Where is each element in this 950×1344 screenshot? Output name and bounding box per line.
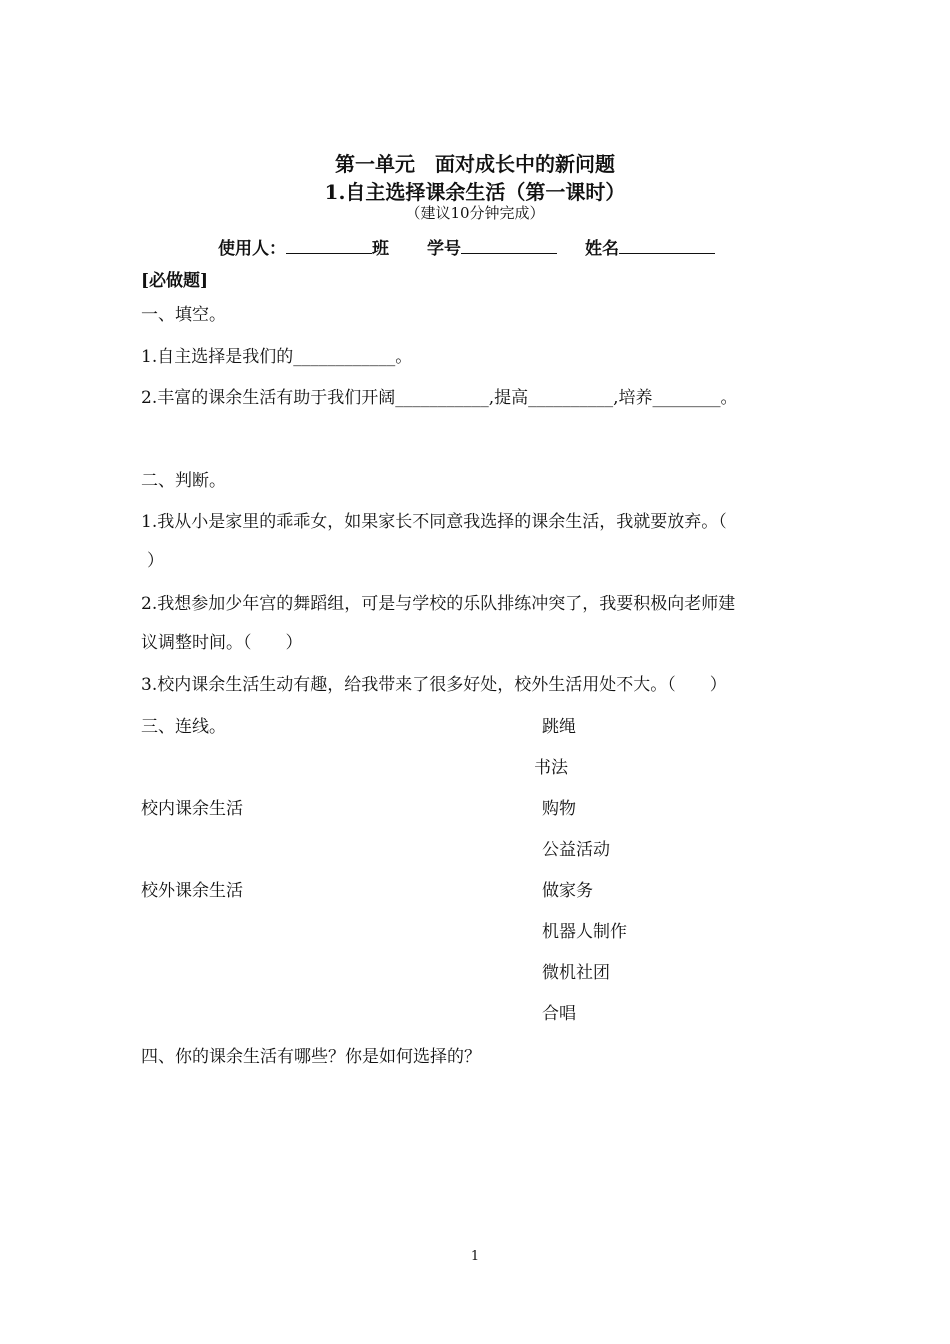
section2-q2-line1: 2.我想参加少年宫的舞蹈组，可是与学校的乐队排练冲突了，我要积极向老师建 — [141, 594, 736, 614]
section3-heading: 三、连线。 — [141, 717, 226, 737]
student-no-blank — [461, 235, 557, 254]
page-number: 1 — [470, 1249, 480, 1264]
required-tag: [必做题] — [141, 271, 209, 291]
right-item: 合唱 — [542, 1004, 576, 1024]
section4-heading: 四、你的课余生活有哪些？你是如何选择的？ — [141, 1047, 481, 1067]
left-item-in-school: 校内课余生活 — [141, 799, 243, 819]
right-item: 跳绳 — [542, 717, 576, 737]
right-item: 购物 — [542, 799, 576, 819]
class-label: 班 — [372, 239, 389, 259]
right-item: 机器人制作 — [542, 922, 627, 942]
user-label: 使用人： — [218, 239, 286, 259]
unit-title: 第一单元 面对成长中的新问题 — [335, 152, 615, 176]
section1-q2: 2.丰富的课余生活有助于我们开阔___________,提高__________,培养________。 — [141, 388, 738, 408]
name-blank — [619, 235, 715, 254]
section1-q1: 1.自主选择是我们的____________。 — [141, 347, 413, 367]
right-item: 微机社团 — [542, 963, 610, 983]
user-blank — [286, 235, 372, 254]
right-item: 书法 — [534, 758, 568, 778]
right-item: 做家务 — [542, 881, 593, 901]
student-no-label: 学号 — [427, 239, 461, 259]
name-label: 姓名 — [585, 239, 619, 259]
section2-q1-line1: 1.我从小是家里的乖乖女，如果家长不同意我选择的课余生活，我就要放弃。（ — [141, 512, 727, 532]
right-item: 公益活动 — [542, 840, 610, 860]
section1-heading: 一、填空。 — [141, 305, 226, 325]
section2-q1-line2: ） — [147, 551, 164, 571]
section2-q3: 3.校内课余生活生动有趣，给我带来了很多好处，校外生活用处不大。（ ） — [141, 675, 727, 695]
user-info-line — [218, 234, 715, 259]
left-item-out-school: 校外课余生活 — [141, 881, 243, 901]
section2-q2-line2: 议调整时间。（ ） — [141, 633, 303, 653]
time-note: （建议10分钟完成） — [405, 204, 545, 222]
section2-heading: 二、判断。 — [141, 471, 226, 491]
lesson-title: 1.自主选择课余生活（第一课时） — [324, 180, 626, 204]
